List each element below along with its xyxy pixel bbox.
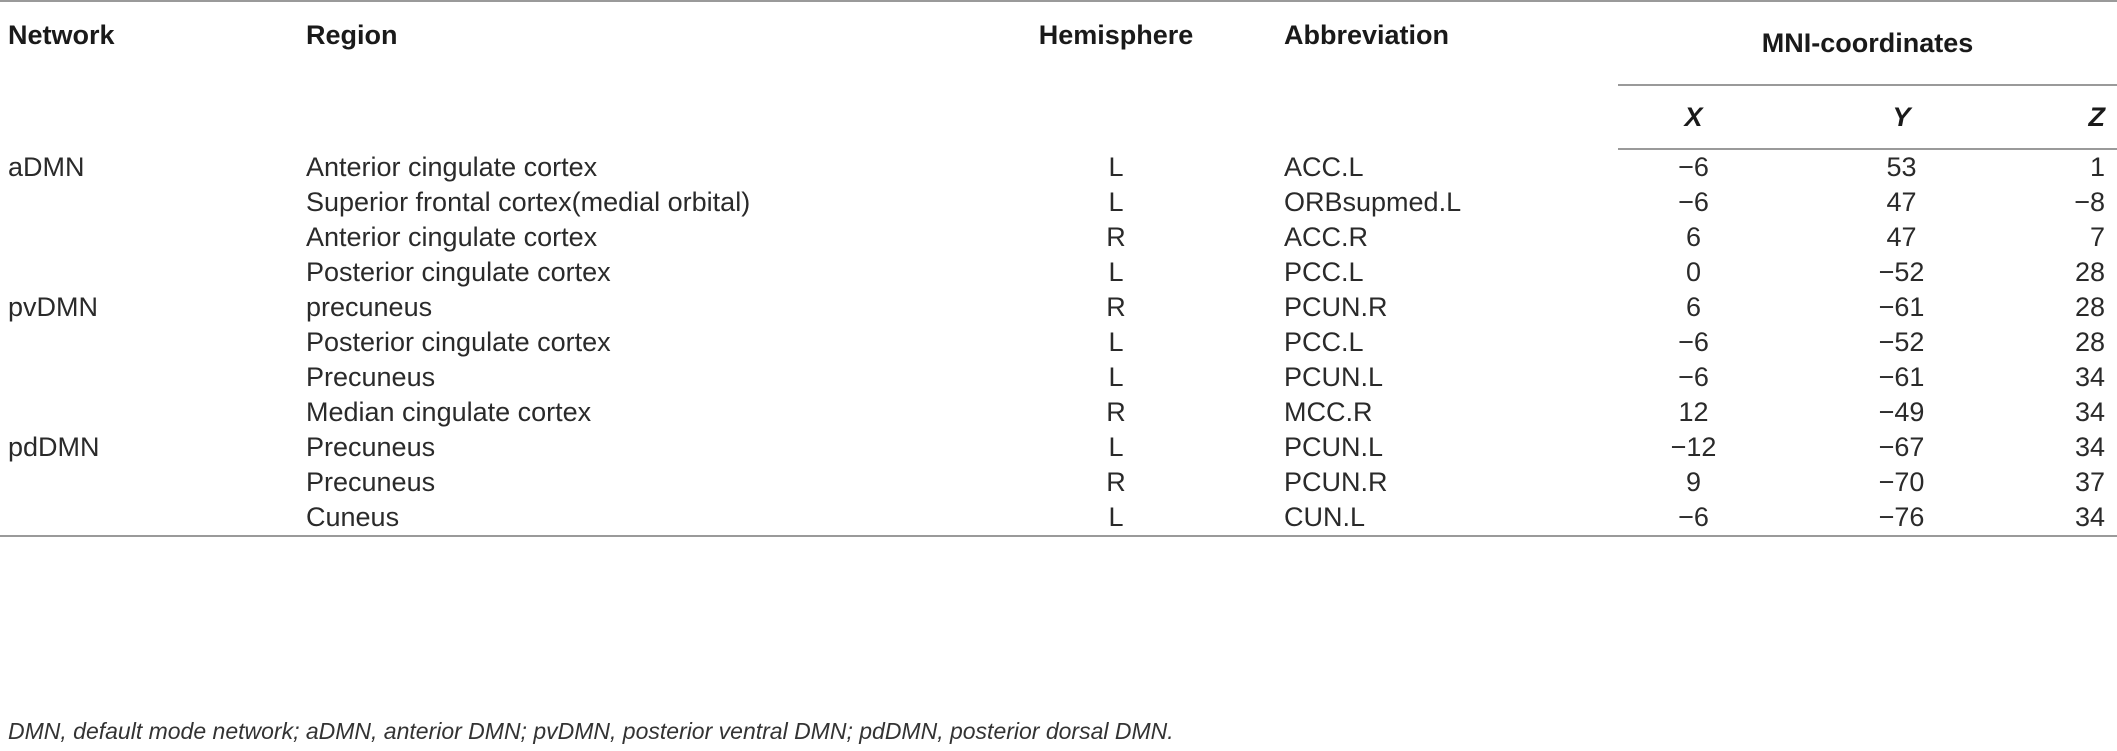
cell-abbreviation: ACC.L [1284, 151, 1364, 182]
cell-y: −67 [1878, 432, 1925, 462]
table-header [0, 1, 2117, 149]
cell-region: Precuneus [306, 362, 436, 392]
cell-x: 6 [1685, 292, 1702, 322]
cell-hemisphere: L [1108, 432, 1124, 462]
cell-region: Median cingulate cortex [306, 397, 592, 427]
cell-z: −8 [2074, 187, 2106, 217]
cell-region: Posterior cingulate cortex [306, 327, 611, 357]
cell-hemisphere: R [1106, 397, 1126, 427]
header-hemisphere: Hemisphere [948, 1, 1284, 149]
cell-z: 28 [2074, 327, 2106, 357]
cell-x: 0 [1685, 257, 1702, 287]
cell-region: Anterior cingulate cortex [306, 222, 598, 252]
cell-z: 34 [2074, 432, 2106, 462]
cell-hemisphere: L [1108, 362, 1124, 392]
cell-region: Precuneus [306, 432, 436, 462]
cell-region: precuneus [306, 292, 433, 322]
cell-z: 34 [2074, 397, 2106, 427]
cell-y: −52 [1878, 327, 1925, 357]
cell-network: pdDMN [8, 432, 100, 462]
cell-z: 28 [2074, 292, 2106, 322]
cell-y: 53 [1886, 152, 1917, 182]
cell-region: Precuneus [306, 467, 436, 497]
header-network: Network [0, 1, 298, 149]
cell-abbreviation: PCC.L [1284, 327, 1364, 357]
table-row [0, 325, 2117, 360]
cell-z: 37 [2074, 467, 2106, 497]
header-x: X [1618, 85, 1769, 149]
table-row [0, 395, 2117, 430]
cell-hemisphere: L [1108, 327, 1124, 357]
cell-abbreviation: PCC.L [1284, 257, 1364, 287]
cell-x: −6 [1678, 327, 1709, 357]
cell-region: Posterior cingulate cortex [306, 257, 611, 287]
header-abbreviation: Abbreviation [1284, 1, 1618, 149]
header-region: Region [298, 1, 948, 149]
table-body [0, 149, 2117, 536]
cell-y: −49 [1878, 397, 1925, 427]
cell-x: −6 [1678, 152, 1709, 182]
table-row [0, 360, 2117, 395]
cell-y: −70 [1878, 467, 1925, 497]
cell-x: −6 [1618, 500, 1769, 536]
cell-z: 34 [2034, 500, 2117, 536]
cell-abbreviation: ORBsupmed.L [1284, 187, 1462, 217]
cell-abbreviation: PCUN.L [1284, 362, 1384, 392]
cell-abbreviation: PCUN.R [1284, 467, 1388, 497]
table-row [0, 465, 2117, 500]
cell-hemisphere: L [1108, 257, 1124, 287]
cell-x: −6 [1678, 362, 1709, 392]
cell-region: Cuneus [298, 500, 948, 536]
cell-y: 47 [1886, 222, 1917, 252]
header-mni-coordinates: MNI-coordinates [1618, 1, 2117, 85]
table-row [0, 290, 2117, 325]
cell-hemisphere: L [948, 500, 1284, 536]
cell-x: 12 [1678, 397, 1709, 427]
cell-region: Superior frontal cortex(medial orbital) [306, 187, 751, 217]
cell-network [0, 395, 298, 430]
cell-network: aDMN [8, 151, 85, 182]
cell-hemisphere: R [1106, 222, 1126, 252]
table-row [0, 500, 2117, 536]
cell-network [0, 500, 298, 536]
cell-x: −12 [1670, 432, 1717, 462]
cell-hemisphere: L [1108, 151, 1124, 182]
cell-z: 1 [2090, 152, 2106, 182]
cell-hemisphere: R [1106, 292, 1126, 322]
cell-network [0, 255, 298, 290]
cell-network: pvDMN [8, 292, 99, 322]
table-footnote: DMN, default mode network; aDMN, anterior DMN; pvDMN, posterior ventral DMN; pdDMN, posterior dorsal DMN. [8, 718, 1174, 744]
cell-network [0, 185, 298, 220]
cell-network [0, 360, 298, 395]
cell-hemisphere: R [1106, 467, 1126, 497]
cell-network [0, 325, 298, 360]
header-z: Z [2034, 85, 2117, 149]
cell-y: −52 [1878, 257, 1925, 287]
cell-hemisphere: L [1108, 187, 1124, 217]
cell-y: −76 [1769, 500, 2034, 536]
cell-y: 47 [1886, 187, 1917, 217]
table-row [0, 430, 2117, 465]
cell-abbreviation: PCUN.L [1284, 432, 1384, 462]
cell-y: −61 [1878, 362, 1925, 392]
cell-network [0, 220, 298, 255]
cell-y: −61 [1878, 292, 1925, 322]
cell-abbreviation: PCUN.R [1284, 292, 1388, 322]
header-row-1 [0, 1, 2117, 85]
table-row [0, 149, 2117, 185]
cell-abbreviation: ACC.R [1284, 222, 1369, 252]
table-row [0, 220, 2117, 255]
table-row [0, 185, 2117, 220]
cell-z: 7 [2090, 222, 2106, 252]
cell-z: 28 [2074, 257, 2106, 287]
cell-abbreviation: MCC.R [1284, 397, 1373, 427]
cell-region: Anterior cingulate cortex [306, 151, 598, 182]
cell-abbreviation: CUN.L [1284, 500, 1618, 536]
cell-x: 6 [1685, 222, 1702, 252]
cell-x: −6 [1678, 187, 1709, 217]
cell-network [0, 465, 298, 500]
cell-z: 34 [2074, 362, 2106, 392]
header-y: Y [1769, 85, 2034, 149]
cell-x: 9 [1685, 467, 1702, 497]
table-row [0, 255, 2117, 290]
